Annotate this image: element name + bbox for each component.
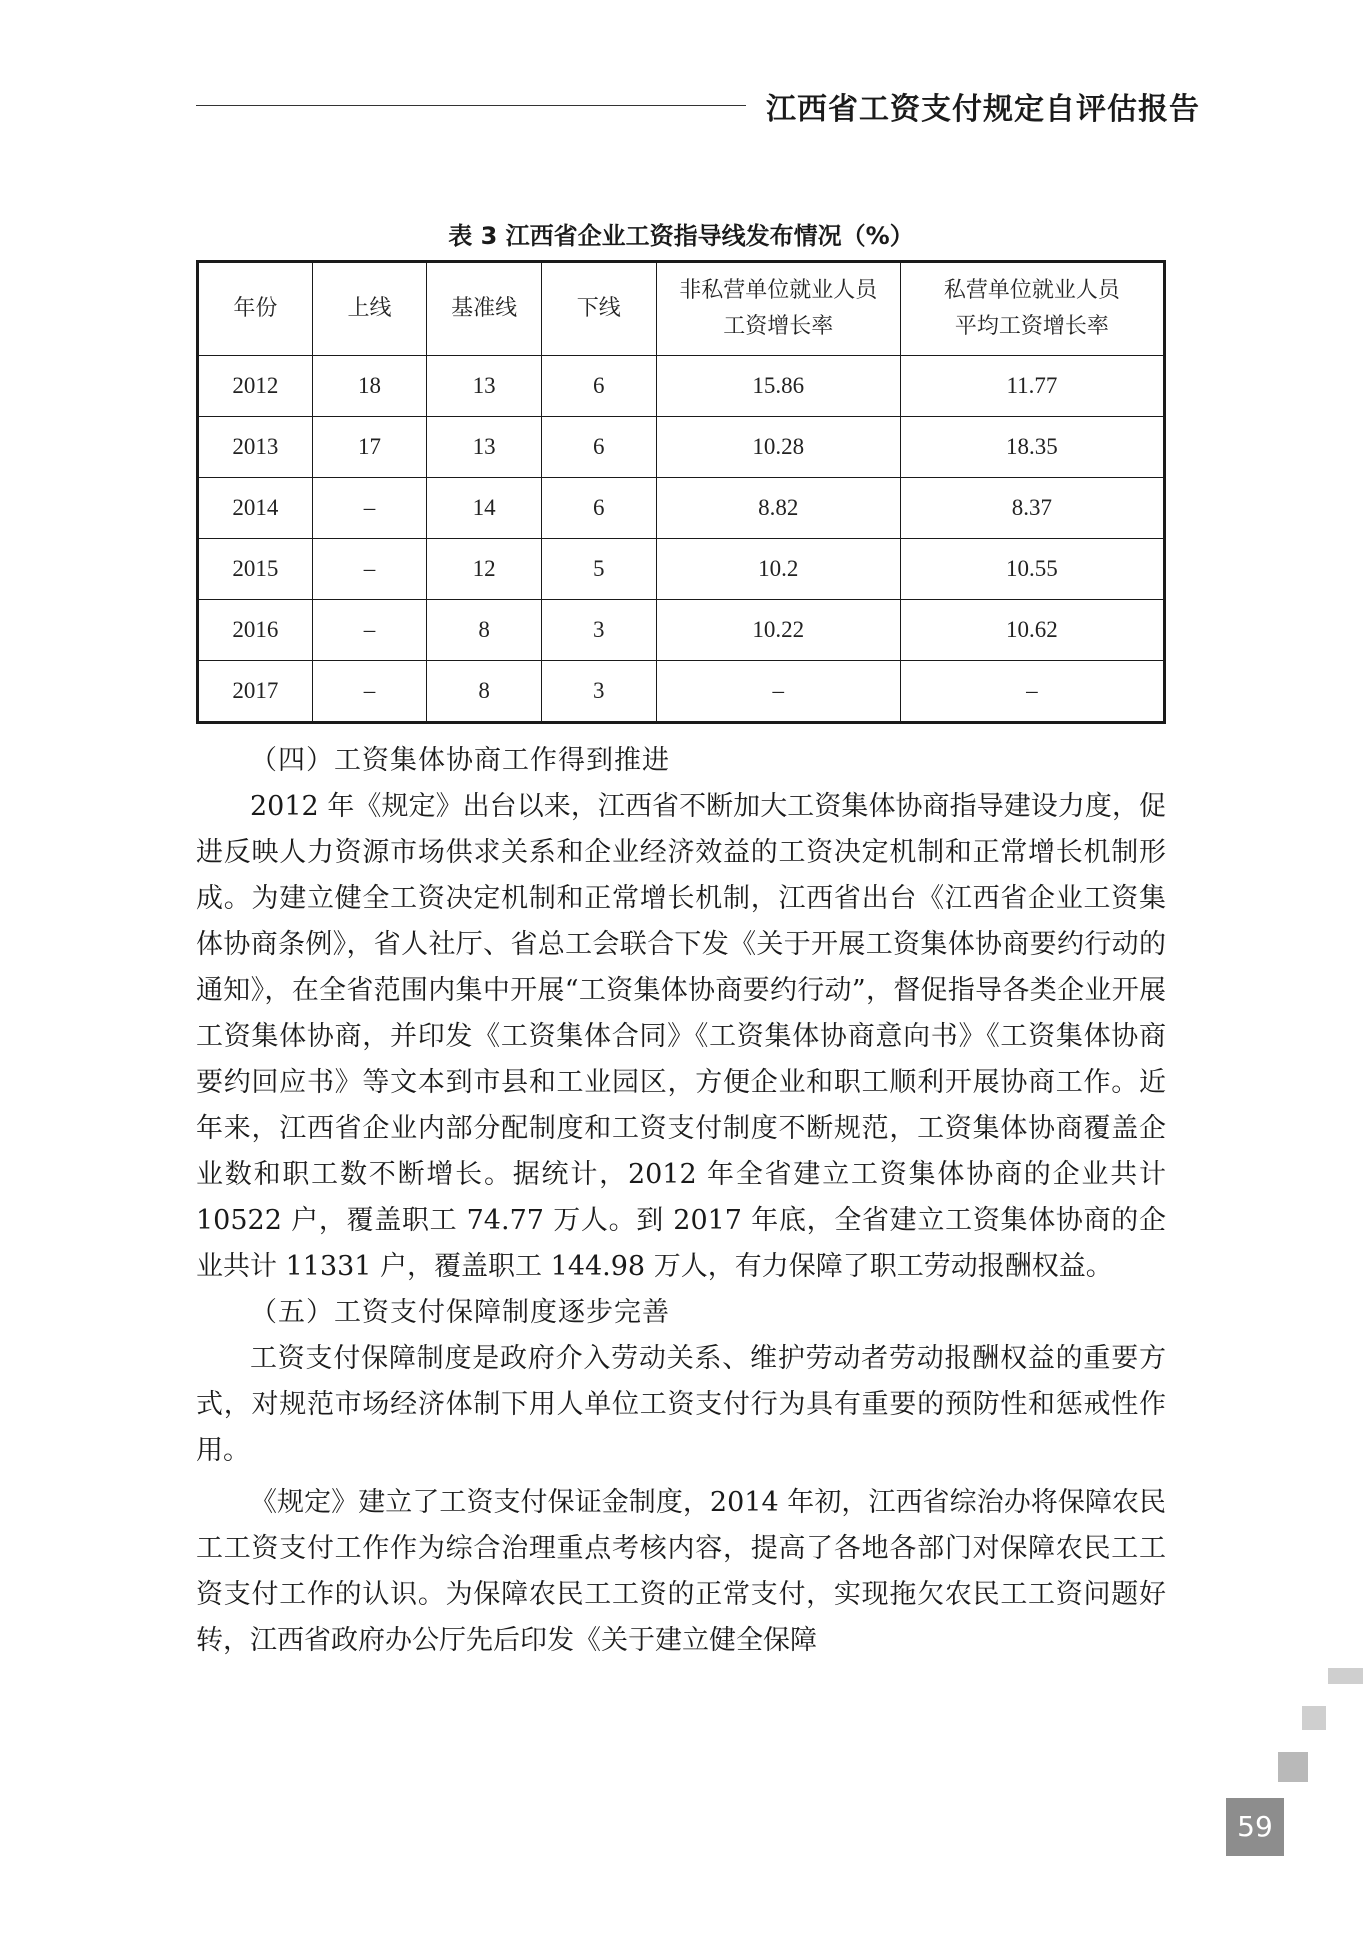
decorative-square xyxy=(1328,1668,1363,1684)
table-cell: 8.37 xyxy=(900,478,1164,539)
table-row xyxy=(198,539,1165,600)
table-cell: 13 xyxy=(427,417,542,478)
table-cell: 2017 xyxy=(198,661,313,723)
table-cell: 11.77 xyxy=(900,356,1164,417)
table-cell: 17 xyxy=(312,417,427,478)
table-cell: 2015 xyxy=(198,539,313,600)
table-cell: 2014 xyxy=(198,478,313,539)
table-cell: 8 xyxy=(427,600,542,661)
table-cell: – xyxy=(312,539,427,600)
table-cell: 14 xyxy=(427,478,542,539)
table-cell: – xyxy=(312,478,427,539)
table-cell: 8.82 xyxy=(656,478,900,539)
column-header: 基准线 xyxy=(427,262,542,356)
table-cell: 13 xyxy=(427,356,542,417)
table-row xyxy=(198,417,1165,478)
paragraph: 工资支付保障制度是政府介入劳动关系、维护劳动者劳动报酬权益的重要方式，对规范市场经济体制下用人单位工资支付行为具有重要的预防性和惩戒性作用。 xyxy=(196,1343,1166,1466)
table-cell: 6 xyxy=(541,417,656,478)
decorative-square xyxy=(1302,1706,1326,1730)
table-cell: 10.22 xyxy=(656,600,900,661)
body-text xyxy=(196,738,1166,1664)
table-cell: 3 xyxy=(541,600,656,661)
section-heading-4: （四）工资集体协商工作得到推进 xyxy=(250,745,670,776)
table-cell: 12 xyxy=(427,539,542,600)
table-cell: 6 xyxy=(541,356,656,417)
section-heading-5: （五）工资支付保障制度逐步完善 xyxy=(250,1297,670,1328)
table-cell: 18.35 xyxy=(900,417,1164,478)
header-rule xyxy=(196,105,746,106)
column-header: 年份 xyxy=(198,262,313,356)
column-header: 下线 xyxy=(541,262,656,356)
table-caption: 表 3 江西省企业工资指导线发布情况（%） xyxy=(448,222,914,250)
table-cell: 2016 xyxy=(198,600,313,661)
table-cell: 15.86 xyxy=(656,356,900,417)
paragraph: 《规定》建立了工资支付保证金制度，2014 年初，江西省综治办将保障农民工工资支付工作作为综合治理重点考核内容，提高了各地各部门对保障农民工工资支付工作的认识。为保障农民工工资的正常支付，实现拖欠农民工工资问题好转，江西省政府办公厅先后印发《关于建立健全保障 xyxy=(196,1487,1166,1656)
table-cell: – xyxy=(312,661,427,723)
table-cell: 5 xyxy=(541,539,656,600)
table-row xyxy=(198,356,1165,417)
table-cell: – xyxy=(656,661,900,723)
table-header-row xyxy=(198,262,1165,356)
table-row xyxy=(198,478,1165,539)
table-cell: 2012 xyxy=(198,356,313,417)
wage-guideline-table xyxy=(196,260,1166,724)
table-cell: 10.62 xyxy=(900,600,1164,661)
column-header: 私营单位就业人员 平均工资增长率 xyxy=(900,262,1164,356)
table-cell: 10.28 xyxy=(656,417,900,478)
table-cell: 18 xyxy=(312,356,427,417)
table-row xyxy=(198,661,1165,723)
column-header: 非私营单位就业人员 工资增长率 xyxy=(656,262,900,356)
table-cell: 3 xyxy=(541,661,656,723)
decorative-square xyxy=(1278,1752,1308,1782)
table-cell: – xyxy=(900,661,1164,723)
table-row xyxy=(198,600,1165,661)
table-cell: 10.55 xyxy=(900,539,1164,600)
table-cell: – xyxy=(312,600,427,661)
table-body xyxy=(198,356,1165,723)
paragraph: 2012 年《规定》出台以来，江西省不断加大工资集体协商指导建设力度，促进反映人力资源市场供求关系和企业经济效益的工资决定机制和正常增长机制形成。为建立健全工资决定机制和正常增长机制，江西省出台《江西省企业工资集体协商条例》，省人社厅、省总工会联合下发《关于开展工资集体协商要约行动的通知》，在全省范围内集中开展“工资集体协商要约行动”，督促指导各类企业开展工资集体协商，并印发《工资集体合同》《工资集体协商意向书》《工资集体协商要约回应书》等文本到市县和工业园区，方便企业和职工顺利开展协商工作。近年来，江西省企业内部分配制度和工资支付制度不断规范，工资集体协商覆盖企业数和职工数不断增长。据统计，2012 年全省建立工资集体协商的企业共计 10522 户，覆盖职工 74.77 万人。到 2017 年底，全省建立工资集体协商的企业共计 11331 户，覆盖职工 144.98 万人，有力保障了职工劳动报酬权益。 xyxy=(196,791,1166,1282)
table-cell: 6 xyxy=(541,478,656,539)
table-cell: 2013 xyxy=(198,417,313,478)
table-cell: 8 xyxy=(427,661,542,723)
running-header: 江西省工资支付规定自评估报告 xyxy=(766,92,1200,127)
page-number: 59 xyxy=(1226,1798,1284,1856)
column-header: 上线 xyxy=(312,262,427,356)
table-cell: 10.2 xyxy=(656,539,900,600)
